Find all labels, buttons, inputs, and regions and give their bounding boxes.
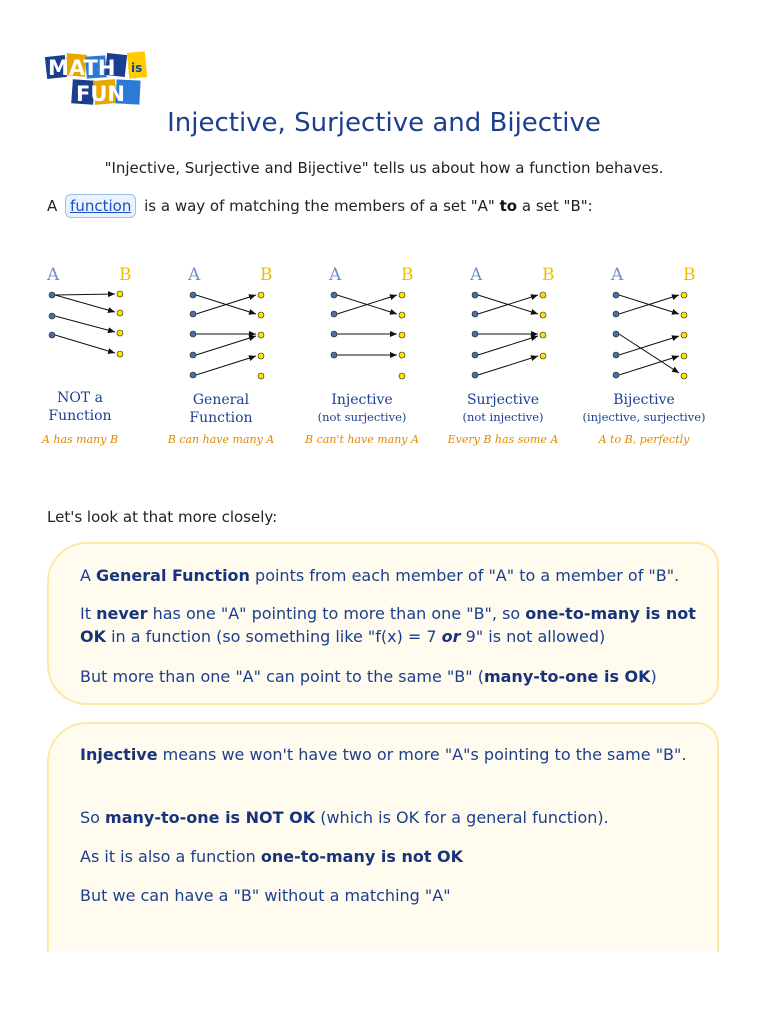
function-link[interactable]: function: [65, 194, 136, 218]
set-a-label: A: [611, 265, 624, 285]
text: (which is OK for a general function).: [320, 808, 609, 827]
box1-paragraph-3: [80, 665, 710, 688]
box2-paragraph-4: [80, 884, 710, 907]
definition-suffix: a set "B":: [521, 197, 593, 215]
diagram-note: B can have many A: [167, 433, 275, 446]
math-is-fun-logo[interactable]: [44, 50, 152, 110]
definition-prefix: A: [47, 197, 58, 215]
logo-text-fun: FUN: [76, 82, 125, 106]
logo-text-math: MATH: [48, 56, 116, 80]
text: It: [80, 604, 91, 623]
diagram-not-a-function: [15, 255, 145, 465]
text: points from each member of "A" to a member of "B".: [255, 566, 680, 585]
lead-text: Let's look at that more closely:: [47, 508, 278, 526]
logo-text-is: is: [131, 61, 143, 75]
diagram-subtitle: (not surjective): [317, 410, 407, 424]
injective-box: [47, 722, 719, 952]
set-b-label: B: [542, 265, 555, 285]
diagram-title: Bijective: [613, 392, 675, 408]
definition-to: to: [499, 197, 518, 215]
text: But more than one "A" can point to the same "B" (: [80, 667, 484, 686]
text: in a function (so something like "f(x) = 7: [111, 627, 437, 646]
set-b-label: B: [260, 265, 273, 285]
set-a-label: A: [188, 265, 201, 285]
mapping-diagrams: [40, 255, 730, 465]
bold-term: one-to-many is not OK: [80, 604, 696, 646]
bold-term: General Function: [96, 566, 250, 585]
diagram-title-line2: Function: [48, 408, 112, 424]
diagram-title: Surjective: [466, 392, 540, 408]
diagram-subtitle: (injective, surjective): [582, 410, 706, 424]
box2-paragraph-1: [80, 743, 710, 766]
text: So: [80, 808, 100, 827]
definition-middle: is a way of matching the members of a set "A": [144, 197, 495, 215]
general-function-box: [47, 542, 719, 705]
bold-italic-term: or: [441, 627, 461, 646]
diagram-note: A to B, perfectly: [598, 433, 690, 446]
diagram-injective: [297, 255, 427, 465]
page-title: Injective, Surjective and Bijective: [167, 108, 601, 138]
bold-term: many-to-one is OK: [483, 667, 651, 686]
bold-term: Injective: [80, 745, 158, 764]
text: has one "A" pointing to more than one "B", so: [152, 604, 521, 623]
set-b-label: B: [401, 265, 414, 285]
diagram-subtitle: (not injective): [462, 410, 544, 424]
set-a-label: A: [470, 265, 483, 285]
diagram-title-line2: Function: [189, 410, 253, 426]
bold-term: many-to-one is NOT OK: [105, 808, 316, 827]
set-a-label: A: [329, 265, 342, 285]
diagram-title-line1: General: [192, 392, 250, 408]
set-b-label: B: [683, 265, 696, 285]
box2-paragraph-2: [80, 806, 710, 829]
diagram-title-line1: NOT a: [57, 390, 103, 406]
text: As it is also a function: [80, 847, 256, 866]
diagram-title: Injective: [331, 392, 393, 408]
diagram-bijective: [579, 255, 709, 465]
diagram-note: A has many B: [41, 433, 119, 446]
text: A: [80, 566, 91, 585]
bold-term: never: [96, 604, 148, 623]
box1-paragraph-1: [80, 564, 710, 587]
text: ): [650, 667, 657, 686]
text: But we can have a "B" without a matching "A": [80, 886, 451, 905]
set-a-label: A: [47, 265, 60, 285]
intro-text: "Injective, Surjective and Bijective" tells us about how a function behaves.: [104, 159, 664, 177]
diagram-note: B can't have many A: [305, 433, 419, 446]
text: 9" is not allowed): [465, 627, 606, 646]
text: means we won't have two or more "A"s pointing to the same "B".: [162, 745, 687, 764]
box2-paragraph-3: [80, 845, 710, 868]
diagram-general-function: [156, 255, 286, 465]
box1-paragraph-2: [80, 602, 710, 648]
diagram-surjective: [438, 255, 568, 465]
set-b-label: B: [119, 265, 132, 285]
bold-term: one-to-many is not OK: [260, 847, 464, 866]
definition-line: [47, 194, 593, 218]
diagram-note: Every B has some A: [447, 433, 559, 446]
